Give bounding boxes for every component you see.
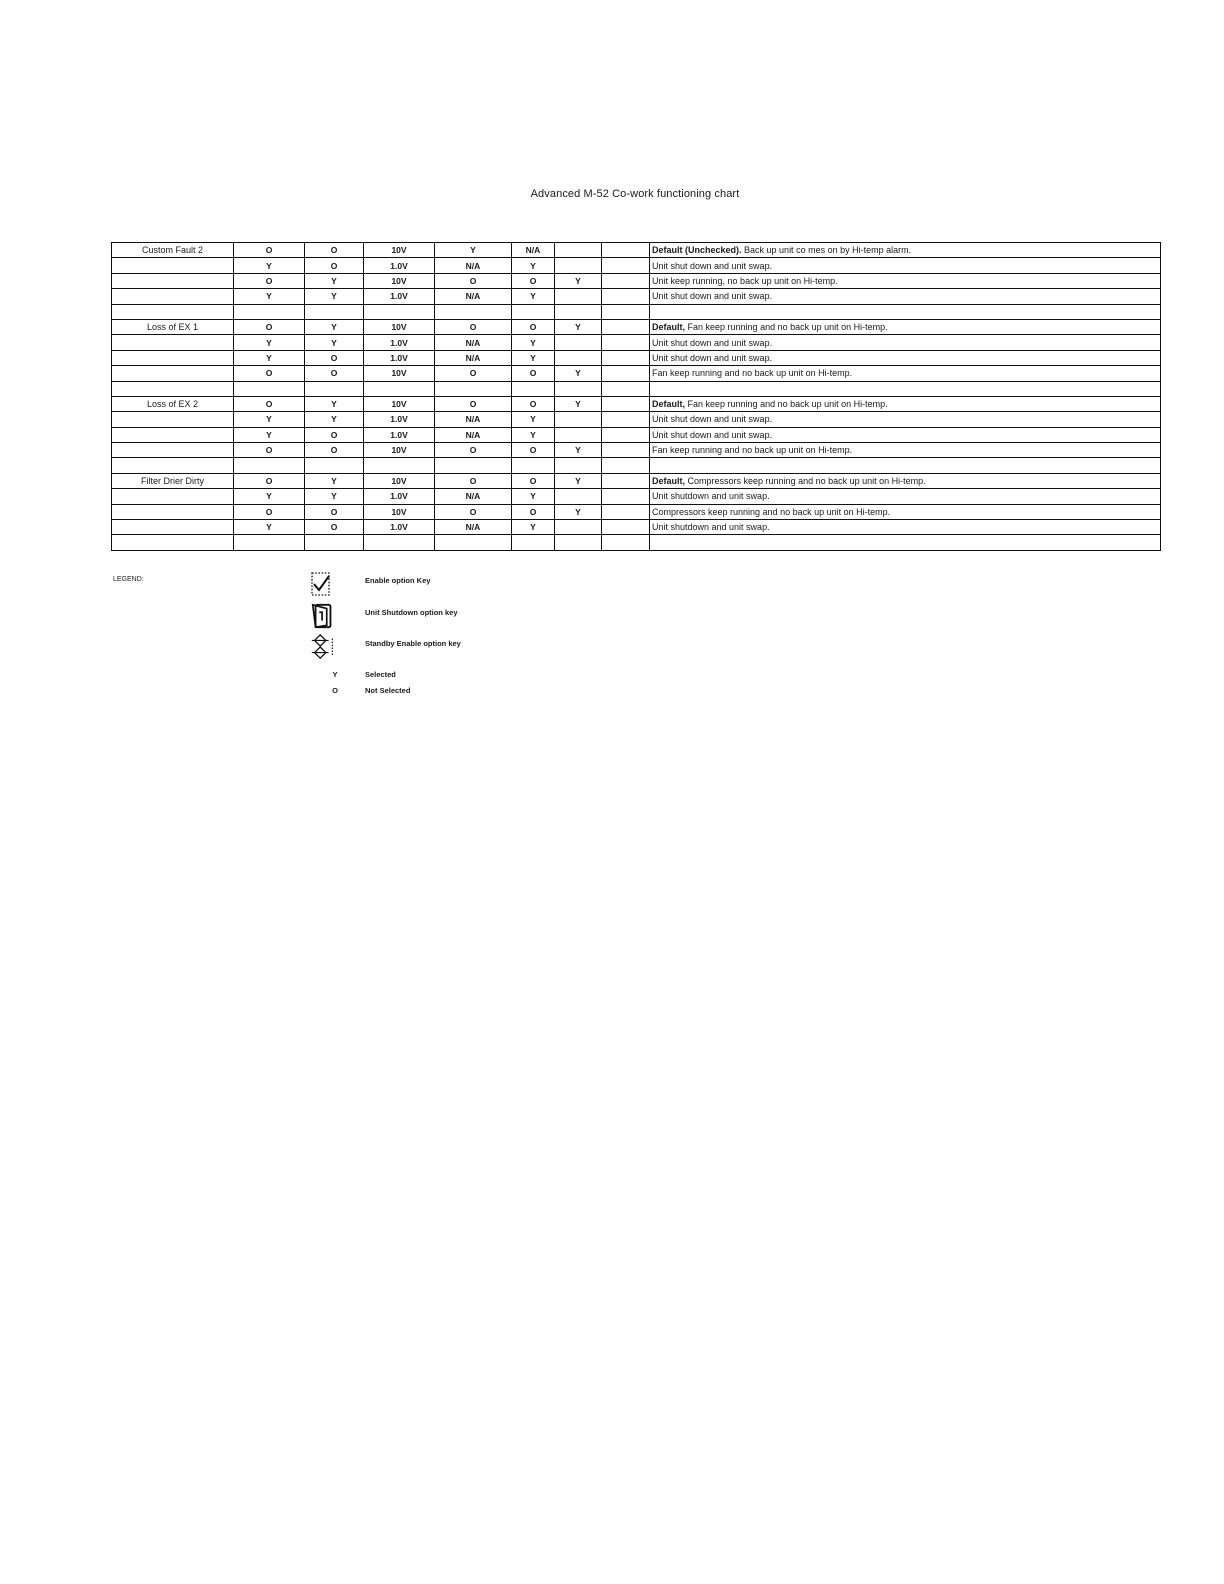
description-cell bbox=[650, 520, 1161, 535]
page-title: Advanced M-52 Co-work functioning chart bbox=[530, 188, 740, 200]
description-bold-text: Default, bbox=[652, 476, 686, 487]
option-cell-c1: Y bbox=[234, 258, 305, 273]
option-cell-c1: O bbox=[234, 473, 305, 488]
option-cell-c2 bbox=[305, 535, 364, 550]
description-text: Unit shutdown and unit swap. bbox=[652, 491, 770, 502]
option-cell-c7 bbox=[602, 489, 650, 504]
option-cell-c6: Y bbox=[555, 473, 602, 488]
option-cell-c3: 10V bbox=[364, 243, 435, 258]
option-cell-c3: 1.0V bbox=[364, 520, 435, 535]
option-cell-c7 bbox=[602, 243, 650, 258]
option-cell-c7 bbox=[602, 443, 650, 458]
option-cell-c2: O bbox=[305, 443, 364, 458]
option-cell-c1: Y bbox=[234, 412, 305, 427]
option-cell-c4: N/A bbox=[435, 258, 512, 273]
option-cell-c5: Y bbox=[512, 412, 555, 427]
option-cell-c3 bbox=[364, 304, 435, 319]
option-cell-c3 bbox=[364, 458, 435, 473]
option-cell-c6: Y bbox=[555, 504, 602, 519]
table-row bbox=[112, 304, 1161, 319]
option-cell-c7 bbox=[602, 396, 650, 411]
description-cell bbox=[650, 427, 1161, 442]
fault-name-cell bbox=[112, 335, 234, 350]
fault-name-cell bbox=[112, 273, 234, 288]
description-cell bbox=[650, 319, 1161, 334]
option-cell-c3 bbox=[364, 535, 435, 550]
description-text: Back up unit co mes on by Hi-temp alarm. bbox=[741, 245, 912, 256]
option-cell-c5: O bbox=[512, 443, 555, 458]
table-row bbox=[112, 412, 1161, 427]
option-cell-c5: Y bbox=[512, 258, 555, 273]
option-cell-c6 bbox=[555, 458, 602, 473]
option-cell-c3: 10V bbox=[364, 504, 435, 519]
description-bold-text: Default (Unchecked). bbox=[652, 245, 742, 256]
option-cell-c2: Y bbox=[305, 319, 364, 334]
option-cell-c2: O bbox=[305, 427, 364, 442]
option-cell-c1: Y bbox=[234, 350, 305, 365]
legend-enable-row bbox=[300, 571, 620, 599]
option-cell-c1: Y bbox=[234, 289, 305, 304]
description-text: Compressors keep running and no back up unit on Hi-temp. bbox=[652, 506, 891, 517]
option-cell-c4: O bbox=[435, 473, 512, 488]
option-cell-c5: Y bbox=[512, 489, 555, 504]
option-cell-c1 bbox=[234, 535, 305, 550]
option-cell-c1 bbox=[234, 304, 305, 319]
option-cell-c4: O bbox=[435, 396, 512, 411]
not-selected-symbol: O bbox=[332, 686, 338, 695]
option-cell-c1: O bbox=[234, 243, 305, 258]
option-cell-c4: Y bbox=[435, 243, 512, 258]
option-cell-c7 bbox=[602, 366, 650, 381]
table-row bbox=[112, 458, 1161, 473]
description-cell bbox=[650, 335, 1161, 350]
table-row bbox=[112, 427, 1161, 442]
option-cell-c6 bbox=[555, 258, 602, 273]
description-cell bbox=[650, 289, 1161, 304]
selected-text: Selected bbox=[365, 670, 396, 679]
description-text: Unit shut down and unit swap. bbox=[652, 429, 773, 440]
option-cell-c7 bbox=[602, 350, 650, 365]
option-cell-c4: N/A bbox=[435, 335, 512, 350]
option-cell-c1: O bbox=[234, 319, 305, 334]
option-cell-c1: O bbox=[234, 273, 305, 288]
option-cell-c4: O bbox=[435, 366, 512, 381]
option-cell-c7 bbox=[602, 504, 650, 519]
option-cell-c7 bbox=[602, 535, 650, 550]
option-cell-c5 bbox=[512, 535, 555, 550]
option-cell-c2: O bbox=[305, 520, 364, 535]
option-cell-c3: 1.0V bbox=[364, 412, 435, 427]
option-cell-c2: O bbox=[305, 350, 364, 365]
option-cell-c2: O bbox=[305, 504, 364, 519]
description-cell bbox=[650, 381, 1161, 396]
fault-name-cell bbox=[112, 258, 234, 273]
option-cell-c3: 1.0V bbox=[364, 289, 435, 304]
option-cell-c6: Y bbox=[555, 319, 602, 334]
option-cell-c4: N/A bbox=[435, 350, 512, 365]
option-cell-c1: O bbox=[234, 396, 305, 411]
power-switch-icon bbox=[308, 602, 338, 630]
option-cell-c2: O bbox=[305, 243, 364, 258]
option-cell-c4 bbox=[435, 458, 512, 473]
option-cell-c3 bbox=[364, 381, 435, 396]
option-cell-c4 bbox=[435, 304, 512, 319]
option-cell-c5 bbox=[512, 304, 555, 319]
table-row bbox=[112, 335, 1161, 350]
description-text: Compressors keep running and no back up unit on Hi-temp. bbox=[685, 476, 926, 487]
option-cell-c2: Y bbox=[305, 412, 364, 427]
description-cell bbox=[650, 304, 1161, 319]
option-cell-c7 bbox=[602, 458, 650, 473]
description-cell bbox=[650, 458, 1161, 473]
option-cell-c5: O bbox=[512, 473, 555, 488]
dotted-checkbox-check-icon bbox=[308, 571, 338, 599]
option-cell-c6: Y bbox=[555, 273, 602, 288]
fault-name-cell bbox=[112, 489, 234, 504]
option-cell-c5: Y bbox=[512, 520, 555, 535]
option-cell-c4 bbox=[435, 381, 512, 396]
description-cell bbox=[650, 243, 1161, 258]
option-cell-c1: Y bbox=[234, 520, 305, 535]
table-row bbox=[112, 396, 1161, 411]
option-cell-c6 bbox=[555, 350, 602, 365]
description-text: Unit shut down and unit swap. bbox=[652, 337, 773, 348]
option-cell-c7 bbox=[602, 319, 650, 334]
option-cell-c1 bbox=[234, 381, 305, 396]
description-cell bbox=[650, 489, 1161, 504]
legend-shutdown-row bbox=[300, 602, 620, 630]
table-row bbox=[112, 489, 1161, 504]
table-row bbox=[112, 504, 1161, 519]
option-cell-c5: Y bbox=[512, 350, 555, 365]
option-cell-c6: Y bbox=[555, 366, 602, 381]
option-cell-c3: 10V bbox=[364, 443, 435, 458]
option-cell-c6 bbox=[555, 289, 602, 304]
option-cell-c5: O bbox=[512, 319, 555, 334]
option-cell-c5: O bbox=[512, 366, 555, 381]
description-text: Unit shut down and unit swap. bbox=[652, 260, 773, 271]
option-cell-c2 bbox=[305, 381, 364, 396]
option-cell-c1: Y bbox=[234, 489, 305, 504]
fault-name-cell: Loss of EX 1 bbox=[112, 319, 234, 334]
option-cell-c3: 1.0V bbox=[364, 335, 435, 350]
description-text: Fan keep running and no back up unit on Hi-temp. bbox=[652, 445, 853, 456]
option-cell-c4: N/A bbox=[435, 289, 512, 304]
option-cell-c4: O bbox=[435, 504, 512, 519]
table-row bbox=[112, 381, 1161, 396]
option-cell-c4: N/A bbox=[435, 489, 512, 504]
option-cell-c3: 10V bbox=[364, 396, 435, 411]
option-cell-c2 bbox=[305, 304, 364, 319]
option-cell-c5 bbox=[512, 458, 555, 473]
option-cell-c5 bbox=[512, 381, 555, 396]
option-cell-c7 bbox=[602, 289, 650, 304]
fault-name-cell bbox=[112, 289, 234, 304]
table-row bbox=[112, 535, 1161, 550]
option-cell-c5: Y bbox=[512, 335, 555, 350]
option-cell-c3: 10V bbox=[364, 273, 435, 288]
table-row bbox=[112, 473, 1161, 488]
standby-key-text: Standby Enable option key bbox=[365, 639, 461, 648]
option-cell-c4 bbox=[435, 535, 512, 550]
fault-name-cell bbox=[112, 381, 234, 396]
fault-name-cell bbox=[112, 427, 234, 442]
table-row bbox=[112, 350, 1161, 365]
option-cell-c4: N/A bbox=[435, 427, 512, 442]
option-cell-c7 bbox=[602, 427, 650, 442]
option-cell-c3: 10V bbox=[364, 319, 435, 334]
fault-name-cell: Loss of EX 2 bbox=[112, 396, 234, 411]
table-row bbox=[112, 366, 1161, 381]
description-text: Unit shut down and unit swap. bbox=[652, 352, 773, 363]
option-cell-c1 bbox=[234, 458, 305, 473]
table-row bbox=[112, 443, 1161, 458]
option-cell-c6 bbox=[555, 412, 602, 427]
option-cell-c5: O bbox=[512, 396, 555, 411]
option-cell-c1: Y bbox=[234, 427, 305, 442]
option-cell-c5: Y bbox=[512, 427, 555, 442]
option-cell-c6 bbox=[555, 243, 602, 258]
option-cell-c6: Y bbox=[555, 396, 602, 411]
option-cell-c6 bbox=[555, 535, 602, 550]
description-text: Fan keep running and no back up unit on Hi-temp. bbox=[685, 322, 888, 333]
option-cell-c4: O bbox=[435, 319, 512, 334]
fault-name-cell bbox=[112, 458, 234, 473]
standby-diamonds-icon bbox=[308, 633, 338, 661]
option-cell-c7 bbox=[602, 412, 650, 427]
description-cell bbox=[650, 473, 1161, 488]
fault-name-cell bbox=[112, 443, 234, 458]
description-text: Unit shut down and unit swap. bbox=[652, 291, 773, 302]
option-cell-c4: N/A bbox=[435, 412, 512, 427]
option-cell-c6 bbox=[555, 335, 602, 350]
option-cell-c2: Y bbox=[305, 335, 364, 350]
option-cell-c6: Y bbox=[555, 443, 602, 458]
description-cell bbox=[650, 412, 1161, 427]
option-cell-c1: O bbox=[234, 443, 305, 458]
fault-name-cell bbox=[112, 350, 234, 365]
option-cell-c7 bbox=[602, 381, 650, 396]
fault-name-cell bbox=[112, 304, 234, 319]
fault-name-cell bbox=[112, 504, 234, 519]
option-cell-c7 bbox=[602, 473, 650, 488]
option-cell-c3: 1.0V bbox=[364, 350, 435, 365]
description-cell bbox=[650, 396, 1161, 411]
not-selected-text: Not Selected bbox=[365, 686, 411, 695]
option-cell-c7 bbox=[602, 258, 650, 273]
description-cell bbox=[650, 443, 1161, 458]
table-row bbox=[112, 258, 1161, 273]
option-cell-c1: O bbox=[234, 504, 305, 519]
shutdown-key-text: Unit Shutdown option key bbox=[365, 608, 458, 617]
option-cell-c6 bbox=[555, 304, 602, 319]
option-cell-c7 bbox=[602, 335, 650, 350]
option-cell-c6 bbox=[555, 489, 602, 504]
description-cell bbox=[650, 504, 1161, 519]
option-cell-c6 bbox=[555, 427, 602, 442]
option-cell-c4: O bbox=[435, 443, 512, 458]
table-row bbox=[112, 319, 1161, 334]
enable-key-text: Enable option Key bbox=[365, 576, 431, 585]
option-cell-c7 bbox=[602, 304, 650, 319]
fault-name-cell bbox=[112, 412, 234, 427]
fault-name-cell bbox=[112, 520, 234, 535]
fault-name-cell: Filter Drier Dirty bbox=[112, 473, 234, 488]
description-cell bbox=[650, 366, 1161, 381]
option-cell-c4: O bbox=[435, 273, 512, 288]
option-cell-c7 bbox=[602, 273, 650, 288]
table-row bbox=[112, 289, 1161, 304]
option-cell-c2 bbox=[305, 458, 364, 473]
option-cell-c5: N/A bbox=[512, 243, 555, 258]
option-cell-c3: 10V bbox=[364, 473, 435, 488]
option-cell-c7 bbox=[602, 520, 650, 535]
option-cell-c5: Y bbox=[512, 289, 555, 304]
option-cell-c2: Y bbox=[305, 289, 364, 304]
option-cell-c1: Y bbox=[234, 335, 305, 350]
description-cell bbox=[650, 273, 1161, 288]
option-cell-c5: O bbox=[512, 273, 555, 288]
fault-name-cell: Custom Fault 2 bbox=[112, 243, 234, 258]
fault-name-cell bbox=[112, 535, 234, 550]
legend-label: LEGEND: bbox=[113, 576, 144, 583]
selected-symbol: Y bbox=[332, 670, 338, 679]
option-cell-c6 bbox=[555, 381, 602, 396]
description-bold-text: Default, bbox=[652, 322, 686, 333]
option-cell-c6 bbox=[555, 520, 602, 535]
option-cell-c1: O bbox=[234, 366, 305, 381]
option-cell-c2: O bbox=[305, 258, 364, 273]
option-cell-c2: Y bbox=[305, 489, 364, 504]
cowork-function-table bbox=[111, 242, 1161, 551]
option-cell-c3: 1.0V bbox=[364, 427, 435, 442]
description-text: Unit keep running, no back up unit on Hi-temp. bbox=[652, 275, 838, 286]
option-cell-c4: N/A bbox=[435, 520, 512, 535]
option-cell-c3: 1.0V bbox=[364, 258, 435, 273]
option-cell-c2: Y bbox=[305, 473, 364, 488]
table-row bbox=[112, 520, 1161, 535]
fault-name-cell bbox=[112, 366, 234, 381]
description-bold-text: Default, bbox=[652, 399, 686, 410]
option-cell-c2: Y bbox=[305, 396, 364, 411]
legend-not-selected-row bbox=[300, 686, 620, 714]
description-cell bbox=[650, 535, 1161, 550]
option-cell-c3: 1.0V bbox=[364, 489, 435, 504]
description-text: Unit shut down and unit swap. bbox=[652, 414, 773, 425]
option-cell-c2: O bbox=[305, 366, 364, 381]
description-text: Unit shutdown and unit swap. bbox=[652, 522, 770, 533]
option-cell-c5: O bbox=[512, 504, 555, 519]
table-row bbox=[112, 273, 1161, 288]
description-text: Fan keep running and no back up unit on Hi-temp. bbox=[685, 399, 888, 410]
description-text: Fan keep running and no back up unit on Hi-temp. bbox=[652, 368, 853, 379]
description-cell bbox=[650, 258, 1161, 273]
table-row bbox=[112, 243, 1161, 258]
option-cell-c2: Y bbox=[305, 273, 364, 288]
description-cell bbox=[650, 350, 1161, 365]
legend-standby-row bbox=[300, 633, 620, 661]
option-cell-c3: 10V bbox=[364, 366, 435, 381]
